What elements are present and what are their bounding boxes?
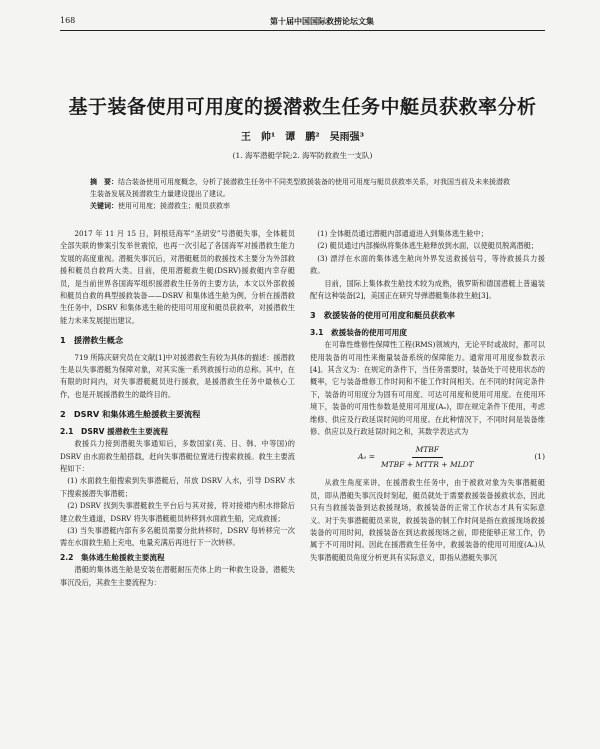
subsection-heading: 2.2 集体逃生舱援救主要流程 [60,552,165,562]
paragraph: 从救生角度来讲，在援潜救生任务中，由于被救对象为失事潜艇艇员，即从潜艇失事沉没时刻起，艇员就处于需要救援装备援救状态，因此只有当救援装备到达救援现场，救援装备的正常工作状态才具有实际意义。对于失事潜艇艇员来说，救援装备的制工作时间是指在救援现场救援装备的可用时间，救援装备在到达救援现场之前，即使能够正常工作，仍属于不可用时间。因此在援潜救生任务中，救援装备的使用可用度(Aₒ)从失事潜艇艇员角度分析更具有实际意义，即指从潜艇失事沉 [310,478,545,562]
abstract-text: 结合装备使用可用度概念，分析了援潜救生任务中不同类型救援装备的使用可用度与艇员获救率关系，对我国当前及未来援潜救生装备发展及援潜救生力量建设提出了建议。 [90,178,510,198]
abstract-label: 摘 要： [90,178,118,186]
equation-number: (1) [534,452,545,462]
running-header [60,14,545,31]
section-heading: 2 DSRV 和集体逃生舱援救主要流程 [60,409,201,420]
paragraph: 救援兵力接到潜艇失事通知后，多数国家(英、日、韩、中等国)的 DSRV 由水面救生船搭载，赶向失事潜艇位置进行搜索救援。救生主要流程如下： [60,439,295,473]
list-item: (1) 水面救生船搜索到失事潜艇后，吊放 DSRV 入水，引导 DSRV 水下搜索援潜失事潜艇； [60,476,295,498]
equation-denominator: MTBF + MTTR + MLDT [380,459,474,469]
list-item: (2) 艇员通过内部操纵将集体逃生舱释放到水面，以使艇员脱离潜艇； [317,241,539,251]
page-number: 168 [60,16,76,25]
abstract [90,176,510,200]
right-column [310,228,545,564]
section-heading: 1 援潜救生概念 [60,335,124,346]
paragraph: 2017 年 11 月 15 日，阿根廷海军“圣胡安”号潜艇失事，全体艇员全部失联的惨案引发举世震惊，也再一次引起了各国海军对援潜救生能力发展的高度重视。潜艇失事沉后，对潜艇艇员的救援技术主要分为外部救援和艇员自救两大类。目前，使用潜艇救生艇(DSRV)援救艇内幸存艇员，是当前世界各国海军组织援潜救生任务的主要方法，本文以外部救援和艇员自救的典型援救装备——DSRV 和集体逃生舱为例，分析在援潜救生任务中，DSRV 和集体逃生舱的使用可用度和艇员获救率，对援潜救生能力未来发展提出建议。 [60,229,295,325]
equation-lhs: Aₒ = [358,452,375,462]
paragraph: 目前，国际上集体救生舱技术较为成熟，俄罗斯和德国潜艇上普遍装配有这种装备[2]，美国正在研究导弹潜艇集体救生舱[3]。 [310,278,545,301]
paragraph: 潜艇的集体逃生舱是安装在潜艇耐压壳体上的一种救生设备，潜艇失事沉没后，其救生主要流程为： [60,565,295,587]
subsection-heading: 2.1 DSRV 援潜救生主要流程 [60,426,168,436]
list-item: (3) 当失事潜艇内部有多名艇员需要分批转移时，DSRV 每转移完一次需在水面救生船上充电，电量充满后再进行下一次转移。 [60,525,295,548]
left-column [60,228,295,589]
paragraph: 在可靠性维修性保障性工程(RMS)领域内，无论平时或战时，都可以使用装备的可用性来衡量装备系统的保障能力。通常用可用度参数表示[4]。其含义为：在规定的条件下，当任务需要时，装备处于可使用状态的概率，它与装备维修工作时间和不能工作时间相关。在不同的时间定条件下，装备的可用度分为固有可用度、可达可用度和使用可用度。在使用环境下，装备的可用性参数是使用可用度(Aₒ)，即在规定条件下使用，考虑维修、供应及行政延误时间的可用度。在此种情况下，不同时间是装备维修、供应以及行政延误时间之和，其数学表达式为 [310,340,545,437]
list-item: (2) DSRV 找到失事潜艇救生平台后与其对接，将对接裙内积水排除后建立救生通道，DSRV 将失事潜艇艇员转移到水面救生船，完成救援； [60,501,295,523]
subsection-heading: 3.1 救援装备的使用可用度 [310,327,407,337]
keywords [90,200,510,212]
keywords-label: 关键词： [90,202,118,210]
paper-title: 基于装备使用可用度的援潜救生任务中艇员获救率分析 [68,96,537,118]
running-title: 第十届中国国际救捞论坛文集 [270,16,374,26]
list-item: (1) 全体艇员通过潜艇内部通道进入到集体逃生舱中； [317,229,488,238]
paper-authors: 王 帅¹ 谭 鹏² 吴雨强³ [240,132,365,143]
list-item: (3) 漂浮在水面的集体逃生舱向外界发送救援信号，等待救援兵力援救。 [310,253,545,276]
equation [310,444,545,472]
abstract-block [90,176,510,212]
equation-fraction [381,444,474,472]
paragraph: 719 所陈庆研究员在文献[1]中对援潜救生有较为具体的描述：援潜救生是以失事潜艇为保障对象，对其实施一系列救援行动的总称。其中，在有限的时间内，对失事潜艇艇员进行援救，是援潜救生任务中最核心工作，也是开展援潜救生的最终目的。 [60,352,295,399]
section-heading: 3 救援装备的使用可用度和艇员获救率 [310,310,455,321]
equation-numerator: MTBF [412,444,443,458]
paper-affiliation: (1. 海军潜艇学院;2. 海军防救救生一支队) [232,151,373,160]
keywords-text: 使用可用度；援潜救生；艇员获救率 [118,202,230,210]
